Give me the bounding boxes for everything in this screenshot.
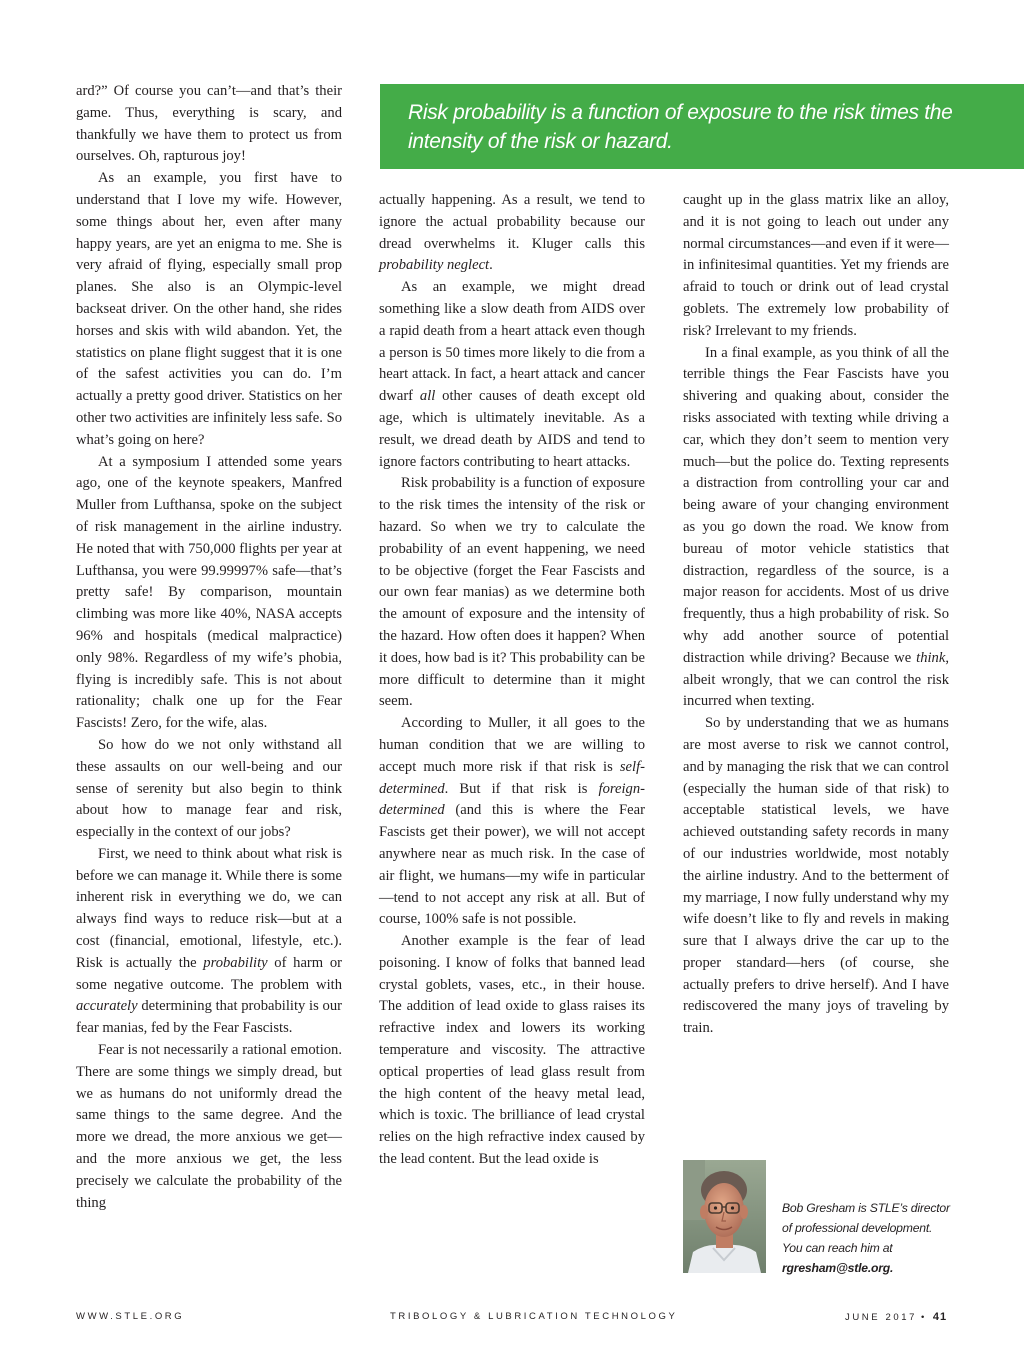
italic-run: think bbox=[916, 649, 946, 666]
author-bio-line: Bob Gresham is STLE’s director bbox=[782, 1201, 950, 1215]
text-run: According to Muller, it all goes to the human condition that we are willing to accept much more risk if that risk is bbox=[379, 715, 645, 775]
italic-run: probability neglect bbox=[379, 257, 490, 274]
footer-website: WWW.STLE.ORG bbox=[76, 1311, 185, 1322]
italic-run: all bbox=[419, 388, 436, 405]
paragraph bbox=[379, 277, 645, 473]
bullet-separator: • bbox=[920, 1312, 927, 1323]
author-portrait bbox=[683, 1160, 766, 1273]
page-number: 41 bbox=[932, 1311, 948, 1323]
paragraph: Fear is not necessarily a rational emotion. There are some things we simply dread, but we as humans do not uniformly dread the same things to the same degree. And the more we dread, the more anxious we get—and the more anxious we get, the less precisely we calculate the probability of the thing bbox=[76, 1042, 342, 1211]
text-run: determining that probability is our fear manias, fed by the Fear Fascists. bbox=[76, 998, 342, 1037]
text-run: In a final example, as you think of all the terrible things the Fear Fascists have you shivering and quaking about, consider the risks associated with texting while driving a car, which they don’t seem to mention very much—but the police do. Texting represents a distraction from controlling your car and being aware of your changing environment as you go down the road. We know from bureau of motor vehicle statistics that distraction, regardless of the source, is a major reason for accidents. Most of us drive frequently, thus a high probability of risk. So why add another source of potential distraction while driving? Because we bbox=[683, 344, 949, 666]
text-run: actually happening. As a result, we tend to ignore the actual probability because our dread overwhelms it. Kluger calls this bbox=[379, 192, 645, 252]
paragraph bbox=[683, 343, 949, 714]
author-bio-line: You can reach him at bbox=[782, 1241, 893, 1255]
article-column-1 bbox=[76, 81, 342, 1214]
text-run: As an example, we might dread something like a slow death from AIDS over a rapid death from a heart attack even though a person is 50 times more likely to die from a heart attack. In fact, a heart attack and cancer dwarf bbox=[379, 279, 645, 405]
article-column-3 bbox=[683, 190, 949, 1040]
italic-run: self-determined bbox=[379, 758, 645, 797]
author-bio-line: of professional development. bbox=[782, 1221, 933, 1235]
pull-quote: Risk probability is a function of exposure to the risk times the intensity of the risk or hazard. bbox=[380, 84, 1024, 169]
italic-run: probability bbox=[203, 954, 268, 971]
paragraph: Another example is the fear of lead poisoning. I know of folks that banned lead crystal goblets, vases, etc., in their house. The addition of lead oxide to glass raises its refractive index and lowers its working temperature and viscosity. The attractive optical properties of lead glass result from the high content of the heavy metal lead, which is toxic. The brilliance of lead crystal relies on the high refractive index caused by the lead content. But the lead oxide is bbox=[379, 933, 645, 1168]
text-run: , albeit wrongly, that we can control the risk incurred when texting. bbox=[683, 649, 949, 710]
paragraph: As an example, you first have to understand that I love my wife. However, some things about her, even after many happy years, are yet an enigma to me. She is very afraid of flying, especially small prop planes. She also is an Olympic-level backseat driver. On the other hand, she rides horses and skis with wild abandon. Yet, the statistics on plane flight suggest that it is one of the safest activities you can do. I’m actually a pretty good driver. Statistics on her other two activities are infinitely less safe. So what’s going on here? bbox=[76, 170, 342, 448]
paragraph: Risk probability is a function of exposure to the risk times the intensity of the risk or hazard. So when we try to calculate the probability of an event happening, we need to be objective (forget the Fear Fascists and our own fear manias) as we determine both the amount of exposure and the intensity of the hazard. How often does it happen? When it does, how bad is it? This probability can be more difficult to determine than it might seem. bbox=[379, 475, 645, 710]
text-run: (and this is where the Fear Fascists get their power), we will not accept anywhere near as much risk. In the case of air flight, we humans—my wife in particular—tend to not accept any risk at all. But of course, 100% safe is not possible. bbox=[379, 802, 645, 928]
paragraph: So how do we not only withstand all these assaults on our well-being and our sense of serenity but also begin to think about how to manage fear and risk, especially in the context of our jobs? bbox=[76, 736, 342, 841]
paragraph bbox=[76, 844, 342, 1040]
footer-date-page bbox=[845, 1311, 947, 1323]
paragraph: ard?” Of course you can’t—and that’s their game. Thus, everything is scary, and thankfully we have them to protect us from ourselves. Oh, rapturous joy! bbox=[76, 83, 342, 165]
italic-run: accurately bbox=[76, 998, 138, 1015]
text-run: other causes of death except old age, which is ultimately inevitable. As a result, we dread death by AIDS and tend to ignore factors contributing to heart attacks. bbox=[379, 388, 645, 470]
italic-run: foreign-determined bbox=[379, 780, 645, 819]
paragraph: So by understanding that we as humans are most averse to risk we cannot control, and by managing the risk that we can control (especially the human side of that risk) to acceptable statistical levels, we have achieved outstanding safety records in many of our industries worldwide, most notably the airline industry. And to the betterment of my marriage, I now fully understand why my wife doesn’t like to fly and revels in making sure that I always drive the car up to the proper standard—hers (of course, she actually prefers to drive herself). And I have rediscovered the many joys of traveling by train. bbox=[683, 715, 949, 1037]
footer-date: JUNE 2017 bbox=[845, 1312, 917, 1323]
text-run: First, we need to think about what risk is before we can manage it. While there is some inherent risk in everything we do, we can always find ways to reduce risk—but at a cost (financial, emotional, lifestyle, etc.). Risk is actually the bbox=[76, 845, 342, 971]
article-column-2 bbox=[379, 190, 645, 1171]
text-run: . But if that risk is bbox=[444, 780, 599, 797]
author-bio bbox=[782, 1198, 982, 1278]
author-email-link[interactable]: rgresham@stle.org. bbox=[782, 1261, 894, 1275]
text-run: . bbox=[489, 257, 493, 274]
text-run: of harm or some negative outcome. The problem with bbox=[76, 954, 342, 993]
paragraph bbox=[379, 190, 645, 277]
paragraph: caught up in the glass matrix like an alloy, and it is not going to leach out under any normal circumstances—and even if it were—in infinitesimal quantities. Yet my friends are afraid to touch or drink out of lead crystal goblets. The extremely low probability of risk? Irrelevant to my friends. bbox=[683, 192, 949, 339]
paragraph: At a symposium I attended some years ago, one of the keynote speakers, Manfred Muller from Lufthansa, spoke on the subject of risk management in the airline industry. He noted that with 750,000 flights per year at Lufthansa, you were 99.99997% safe—that’s pretty safe! By comparison, mountain climbing was more like 40%, NASA accepts 96% and hospitals (medical malpractice) only 98%. Regardless of my wife’s phobia, flying is incredibly safe. This is not about rationality; chalk one up for the Fear Fascists! Zero, for the wife, alas. bbox=[76, 453, 342, 732]
paragraph bbox=[379, 713, 645, 931]
author-photo bbox=[683, 1160, 766, 1273]
footer-publication: TRIBOLOGY & LUBRICATION TECHNOLOGY bbox=[390, 1311, 678, 1322]
